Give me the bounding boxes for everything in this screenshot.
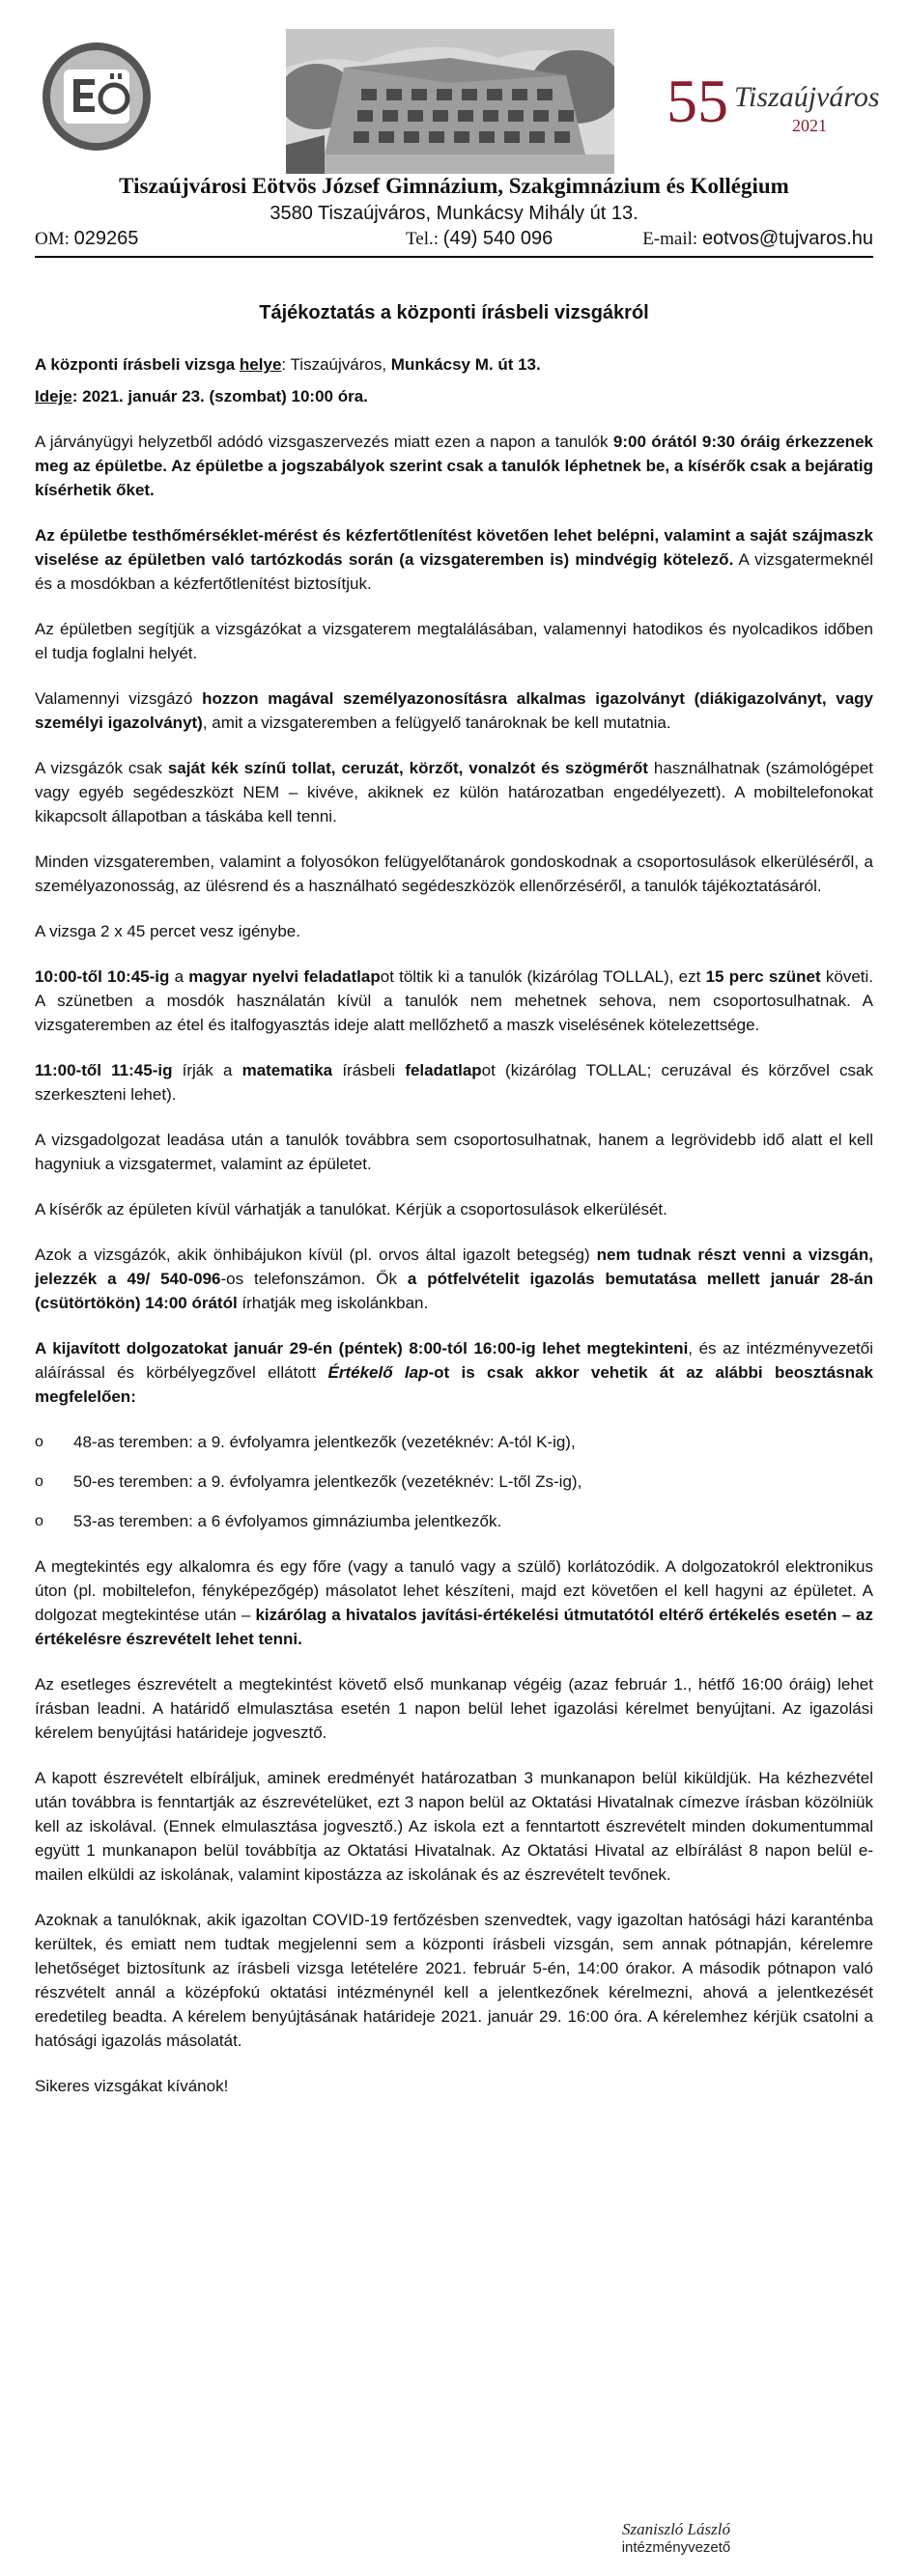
school-building-image <box>286 29 614 174</box>
phone-value: (49) 540 096 <box>442 228 553 249</box>
signature-name: Szaniszló László <box>622 2520 730 2538</box>
paragraph-supervision: Minden vizsgateremben, valamint a folyosókon felügyelőtanárok gondoskodnak a csoportosulások elkerüléséről, a személyazonosság, az ülésrend és a használható segédeszközök ellenőrzéséről, a tanulók tájékoztatásáról. <box>35 853 873 895</box>
school-name: Tiszaújvárosi Eötvös József Gimnázium, Szakgimnázium és Kollégium <box>119 174 789 198</box>
phone <box>406 228 553 250</box>
om-label: OM: <box>35 229 70 249</box>
room-list <box>35 1430 873 1533</box>
signature-block <box>580 2520 773 2556</box>
bullet-icon: o <box>35 1513 43 1529</box>
contact-row <box>35 228 873 253</box>
document-body <box>35 290 873 2119</box>
email-value: eotvos@tujvaros.hu <box>701 228 873 249</box>
phone-label: Tel.: <box>406 229 440 249</box>
exam-date: Ideje: 2021. január 23. (szombat) 10:00 óra. <box>35 387 368 406</box>
paragraph-hungarian-exam: 10:00-től 10:45-ig a magyar nyelvi feladatlapot töltik ki a tanulók (kizárólag TOLLAL), ezt 15 perc szünet követi. A szünetben a mosdók használatán kívül a tanulók nem mehetnek sehova, nem csoportosulhatnak. A vizsgateremben az étel és italfogyasztás ideje alatt mellőzhető a maszk viselésének kötelezettsége. <box>35 967 874 1034</box>
paragraph-escorts: A kísérők az épületen kívül várhatják a tanulókat. Kérjük a csoportosulások elkerülését. <box>35 1200 667 1218</box>
om-value: 029265 <box>73 228 139 249</box>
header-divider <box>35 256 873 258</box>
bullet-icon: o <box>35 1473 43 1490</box>
paragraph-tools: A vizsgázók csak saját kék színű tollat, ceruzát, körzőt, vonalzót és szögmérőt használhatnak (számológépet vagy egyéb segédeszközt NEM – kivéve, akiknek ez külön határozatban engedélyezett). A mobiltelefonokat kikapcsolt állapotban a táskába kell tenni. <box>35 759 873 826</box>
paragraph-hygiene: Az épületbe testhőmérséklet-mérést és kézfertőtlenítést követően lehet belépni, valamint a saját szájmaszk viselése az épületben való tartózkodás során (a vizsgateremben is) mindvégig kötelező. A vizsgatermeknél és a mosdókban a kézfertőtlenítést biztosítjuk. <box>35 526 873 593</box>
anniversary-number: 55 <box>667 67 728 135</box>
list-item: o 48-as teremben: a 9. évfolyamra jelentkezők (vezetéknév: A-tól K-ig), <box>35 1430 873 1454</box>
list-item: o 53-as teremben: a 6 évfolyamos gimnáziumba jelentkezők. <box>35 1509 873 1533</box>
paragraph-objection-process: A kapott észrevételt elbíráljuk, aminek eredményét határozatban 3 munkanapon belül kiküldjük. Ha kézhezvétel után továbbra is fenntartják az észrevételüket, ezt 3 napon belül az Oktatási Hivatalnak címezve írásban közölniük kell az iskolával. (Ennek elmulasztása jogvesztő.) Az iskola ezt a fenntartott észrevételt minden dokumentummal együtt 1 munkanapon belül továbbítja az Oktatási Hivatalnak. Az Oktatási Hivatal az elbírálást 8 napon belül e-mailen elküldi az iskolának, valamint kipostázza az iskolának és az észrevételt tevőnek. <box>35 1769 873 1884</box>
paragraph-math-exam: 11:00-től 11:45-ig írják a matematika írásbeli feladatlapot (kizárólag TOLLAL; ceruzával és körzővel csak szerkeszteni lehet). <box>35 1061 873 1104</box>
paragraph-absence: Azok a vizsgázók, akik önhibájukon kívül (pl. orvos által igazolt betegség) nem tudnak részt venni a vizsgán, jelezzék a 49/ 540-096-os telefonszámon. Ők a pótfelvételit igazolás bemutatása mellett január 28-án (csütörtökön) 14:00 órától írhatják meg iskolánkban. <box>35 1246 873 1312</box>
school-logo-icon <box>39 39 155 154</box>
anniversary-year: 2021 <box>792 116 827 135</box>
anniversary-logo <box>667 67 880 154</box>
email-label: E-mail: <box>642 229 698 249</box>
paragraph-id-card: Valamennyi vizsgázó hozzon magával személyazonosításra alkalmas igazolványt (diákigazolványt, vagy személyi igazolványt), amit a vizsgateremben a felügyelő tanároknak be kell mutatnia. <box>35 689 873 732</box>
signature-role: intézményvezető <box>621 2539 731 2556</box>
paragraph-covid-retake: Azoknak a tanulóknak, akik igazoltan COVID-19 fertőzésben szenvedtek, vagy igazoltan hatósági házi karanténba kerültek, és emiatt nem tudtak megjelenni sem a központi írásbeli vizsgán, sem annak pótnapján, kérelemre lehetőséget biztosítunk az írásbeli vizsga letételére 2021. február 5-én, 14:00 órakor. A második pótnapon való részvételt annál a középfokú oktatási intézménynél kell a jelentkezőnek kérelmezni, ahová a jelentkezését eredetileg beadta. A kérelem benyújtásának határideje 2021. január 29. 16:00 óra. A kérelemhez kérjük csatolni a hatósági igazolás másolatát. <box>35 1911 873 2050</box>
list-item: o 50-es teremben: a 9. évfolyamra jelentkezők (vezetéknév: L-től Zs-ig), <box>35 1470 873 1494</box>
school-address: 3580 Tiszaújváros, Munkácsy Mihály út 13. <box>270 203 638 224</box>
closing-line: Sikeres vizsgákat kívánok! <box>35 2077 229 2095</box>
anniversary-city: Tiszaújváros <box>734 81 880 113</box>
om-identifier <box>35 228 138 250</box>
document-title: Tájékoztatás a központi írásbeli vizsgákról <box>259 302 649 323</box>
paragraph-guidance: Az épületben segítjük a vizsgázókat a vizsgaterem megtalálásában, valamennyi hatodikos és nyolcadikos időben el tudja foglalni helyét. <box>35 620 873 662</box>
paragraph-after-exam: A vizsgadolgozat leadása után a tanulók továbbra sem csoportosulhatnak, hanem a legrövidebb idő alatt el kell hagyniuk a vizsgatermet, valamint az épületet. <box>35 1131 873 1173</box>
email <box>642 228 873 250</box>
bullet-icon: o <box>35 1434 43 1450</box>
paragraph-review: A kijavított dolgozatokat január 29-én (péntek) 8:00-tól 16:00-ig lehet megtekinteni, és az intézményvezetői aláírással és körbélyegzővel ellátott Értékelő lap-ot is csak akkor vehetik át az alábbi beosztásnak megfelelően: <box>35 1339 874 1406</box>
paragraph-arrival: A járványügyi helyzetből adódó vizsgaszervezés miatt ezen a napon a tanulók 9:00 órától 9:30 óráig érkezzenek meg az épületbe. Az épületbe a jogszabályok szerint csak a tanulók léphetnek be, a kísérők csak a bejáratig kísérhetik őket. <box>35 433 873 499</box>
paragraph-objection-deadline: Az esetleges észrevételt a megtekintést követő első munkanap végéig (azaz február 1., hétfő 16:00 óráig) lehet írásban leadni. A határidő elmulasztása esetén 1 napon belül lehet igazolási kérelmet benyújtani. Az igazolási kérelem benyújtási határideje jogvesztő. <box>35 1675 873 1742</box>
letterhead <box>0 0 908 261</box>
paragraph-duration: A vizsga 2 x 45 percet vesz igénybe. <box>35 922 300 940</box>
paragraph-review-rules: A megtekintés egy alkalomra és egy főre (vagy a tanuló vagy a szülő) korlátozódik. A dolgozatokról elektronikus úton (pl. mobiltelefon, fényképezőgép) másolatot lehet készíteni, majd ezt követően el kell hagyni az épületet. A dolgozat megtekintése után – kizárólag a hivatalos javítási-értékelési útmutatótól eltérő értékelés esetén – az értékelésre észrevételt lehet tenni. <box>35 1557 873 1648</box>
exam-place: A központi írásbeli vizsga helye: Tiszaújváros, Munkácsy M. út 13. <box>35 355 541 374</box>
